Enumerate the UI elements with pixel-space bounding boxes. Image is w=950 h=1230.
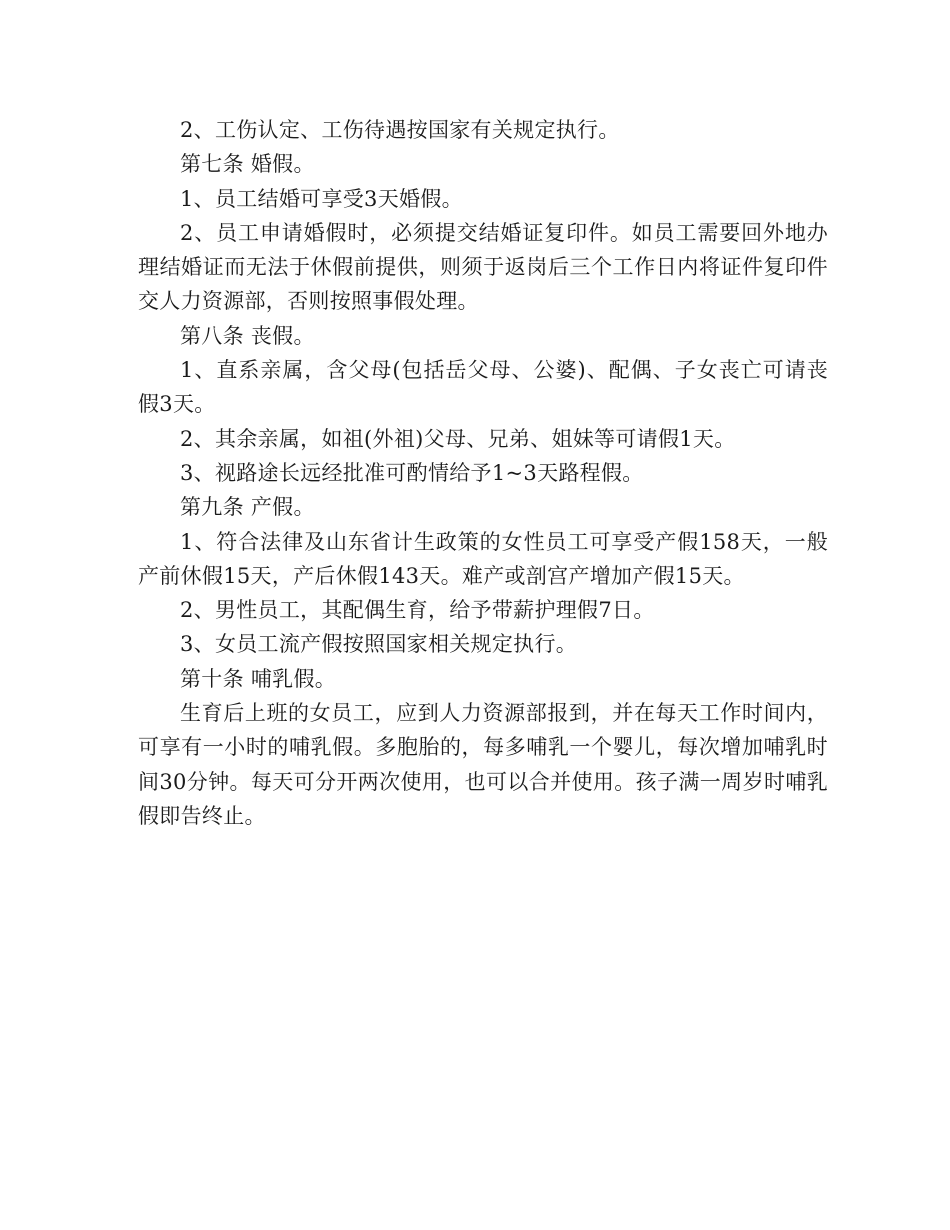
- paragraph-nursing-leave: 生育后上班的女员工，应到人力资源部报到，并在每天工作时间内，可享有一小时的哺乳假。多胞胎的，每多哺乳一个婴儿，每次增加哺乳时间30分钟。每天可分开两次使用，也可以合并使用。孩子满一周岁时哺乳假即告终止。: [138, 701, 828, 828]
- paragraph-bereavement-item-3: 3、视路途长远经批准可酌情给予1~3天路程假。: [180, 460, 644, 485]
- paragraph-maternity-item-1: 1、符合法律及山东省计生政策的女性员工可享受产假158天，一般产前休假15天，产后休假143天。难产或剖宫产增加产假15天。: [138, 529, 828, 588]
- paragraph-bereavement-item-1: 1、直系亲属，含父母(包括岳父母、公婆)、配偶、子女丧亡可请丧假3天。: [138, 358, 828, 417]
- paragraph-work-injury-item-2: 2、工伤认定、工伤待遇按国家有关规定执行。: [180, 118, 620, 142]
- paragraph-bereavement-item-2: 2、其余亲属，如祖(外祖)父母、兄弟、姐妹等可请假1天。: [180, 426, 736, 451]
- article-10-heading: 第十条 哺乳假。: [180, 666, 337, 691]
- paragraph-marriage-item-1: 1、员工结婚可享受3天婚假。: [180, 186, 463, 211]
- article-9-heading: 第九条 产假。: [180, 495, 315, 520]
- article-8-heading: 第八条 丧假。: [180, 323, 315, 348]
- paragraph-maternity-item-2: 2、男性员工，其配偶生育，给予带薪护理假7日。: [180, 598, 655, 623]
- document-body: [138, 113, 828, 833]
- article-7-heading: 第七条 婚假。: [180, 152, 315, 177]
- paragraph-marriage-item-2: 2、员工申请婚假时，必须提交结婚证复印件。如员工需要回外地办理结婚证而无法于休假前提供，则须于返岗后三个工作日内将证件复印件交人力资源部，否则按照事假处理。: [138, 220, 828, 314]
- paragraph-maternity-item-3: 3、女员工流产假按照国家相关规定执行。: [180, 632, 578, 657]
